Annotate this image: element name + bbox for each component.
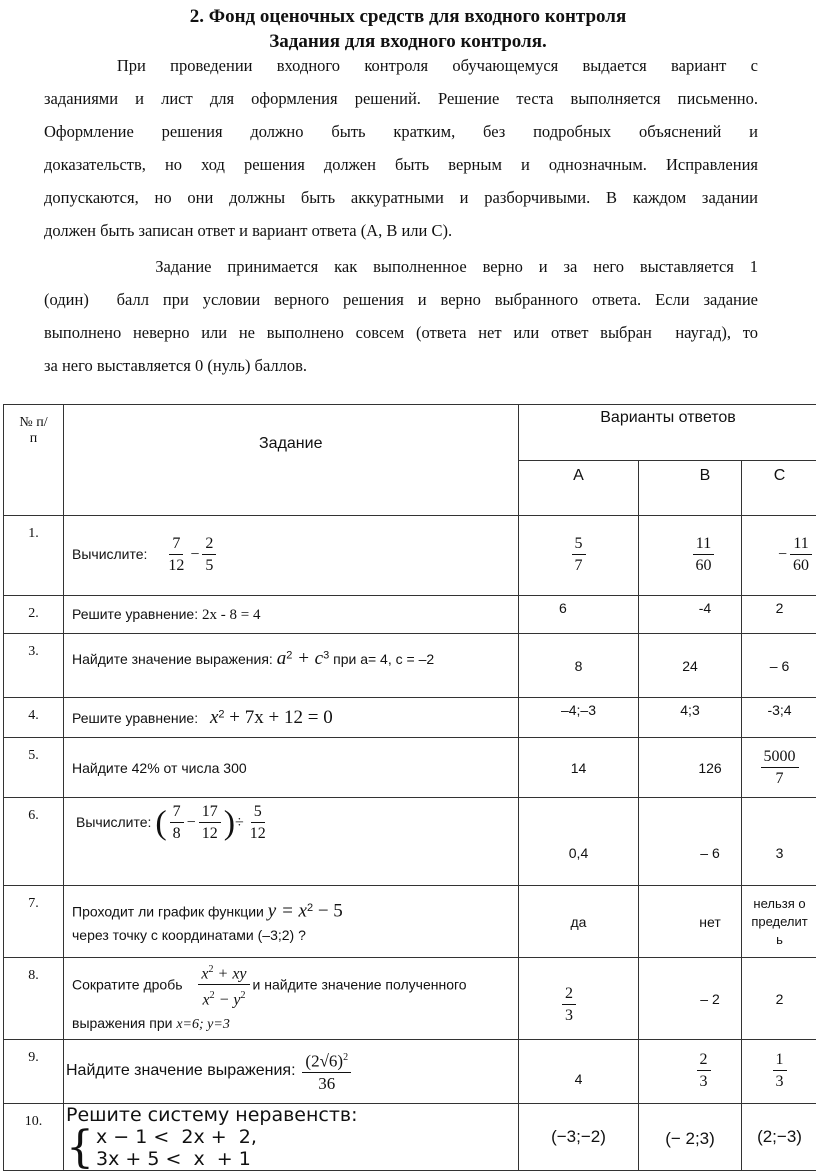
fraction (202, 534, 216, 577)
section-title: 2. Фонд оценочных средств для входного контроля (0, 6, 816, 28)
denominator: 7 (773, 768, 787, 790)
answer-a-value: (−3;−2) (551, 1127, 606, 1146)
tasks-table (3, 404, 816, 1171)
denominator: 8 (170, 823, 184, 845)
numerator: 5000 (761, 747, 799, 768)
denominator: $x^2 - y^2$ (199, 985, 248, 1011)
fraction (697, 1050, 711, 1093)
answer-b (639, 958, 742, 1040)
denominator: 3 (773, 1071, 787, 1093)
table-row (4, 1104, 816, 1171)
answer-b (639, 516, 742, 596)
task-label: Проходит ли график функции (72, 903, 264, 919)
row-num-label: 10. (25, 1114, 43, 1129)
row-num (4, 516, 64, 596)
row-num (4, 698, 64, 738)
operator: − (187, 814, 196, 831)
numerator: 7 (169, 534, 183, 555)
answer-a (519, 958, 639, 1040)
answer-c-value: -3;4 (767, 702, 791, 718)
answer-c (742, 1104, 816, 1171)
task-label-tail: и найдите значение полученного (253, 977, 467, 993)
answer-b-value: (− 2;3) (665, 1129, 715, 1148)
answer-a-value: 0,4 (569, 845, 588, 861)
task-label: Вычислите: (72, 546, 147, 562)
intro-paragraph-1 (44, 49, 758, 247)
denominator: 36 (315, 1073, 338, 1095)
row-num-label: 7. (28, 896, 39, 911)
task-cell (64, 738, 519, 798)
task-cell: Решите уравнение: $x^2 + 7x + 12 = 0$ (64, 698, 519, 738)
radical-expression: (2√6) (305, 1052, 343, 1071)
intro-line: выполнено неверно или не выполнено совсем (ответа нет или ответ выбран наугад), то (44, 316, 758, 349)
var-a: a (277, 648, 287, 669)
answer-a (519, 516, 639, 596)
numerator-tail: + xy (214, 965, 247, 982)
answer-a (519, 798, 639, 886)
answer-b (639, 738, 742, 798)
row-num-label: 9. (28, 1050, 39, 1065)
row-num-label: 6. (28, 808, 39, 823)
denominator: 3 (562, 1005, 576, 1027)
table-row (4, 516, 816, 596)
numerator: 7 (170, 802, 184, 823)
denominator: 3 (697, 1071, 711, 1093)
table-row (4, 958, 816, 1040)
table-row (4, 634, 816, 698)
answer-c (742, 698, 816, 738)
var-x: x (210, 707, 218, 728)
denominator-tail: − y (215, 992, 241, 1009)
inequality-1: x − 1 < 2x + 2, (96, 1126, 257, 1148)
answer-c-value: нельзя определить (751, 895, 809, 949)
row-num (4, 596, 64, 634)
table-row (4, 738, 816, 798)
fraction (572, 534, 586, 577)
answer-c (742, 958, 816, 1040)
answer-b (639, 634, 742, 698)
answer-a-value: 4 (575, 1071, 583, 1087)
row-num-label: 1. (28, 526, 39, 541)
fraction (302, 1048, 351, 1095)
table-row (4, 698, 816, 738)
fraction (773, 1050, 787, 1093)
task-label: Найдите значение выражения: (66, 1062, 296, 1079)
task-label: Сократите дробь (72, 977, 183, 993)
task-cell: Проходит ли график функции $y = x^2 - 5$ через точку с координатами (–3;2) ? (64, 886, 519, 958)
numerator: 2 (562, 984, 576, 1005)
numerator: 1 (773, 1050, 787, 1071)
numerator: 11 (790, 534, 811, 555)
row-num-label: 3. (28, 644, 39, 659)
fraction (790, 534, 812, 577)
row-num (4, 738, 64, 798)
denominator: 5 (202, 555, 216, 577)
answer-b (639, 698, 742, 738)
function-tail: − 5 (313, 900, 343, 921)
answer-c (742, 738, 816, 798)
fraction (170, 802, 184, 845)
task-label: Решите уравнение: (72, 606, 198, 622)
header-b-label: B (700, 467, 711, 484)
denominator: 12 (165, 555, 187, 577)
task-label: Решите систему неравенств: (66, 1104, 358, 1126)
answer-b (639, 798, 742, 886)
word-when: при (333, 651, 356, 667)
answer-a-value: 14 (571, 760, 587, 776)
fraction (199, 802, 221, 845)
task-cell (64, 596, 519, 634)
answer-c-value: – 6 (770, 658, 789, 674)
inequality-lines (96, 1126, 257, 1170)
answer-c-value: 2 (776, 600, 784, 616)
row-num (4, 1040, 64, 1104)
row-num-label: 5. (28, 748, 39, 763)
answer-c-value: 3 (776, 845, 784, 861)
answer-b (639, 886, 742, 958)
intro-line: должен быть записан ответ и вариант ответа (А, В или С). (44, 214, 758, 247)
function: y = x (268, 900, 307, 921)
row-num (4, 1104, 64, 1171)
intro-line: При проведении входного контроля обучающемуся выдается вариант с (44, 49, 758, 82)
task-line-2: выражения при (72, 1015, 172, 1031)
answer-a-value: 6 (559, 600, 567, 616)
minus-sign: − (778, 546, 787, 563)
intro-line: заданиями и лист для оформления решений. Решение теста выполняется письменно. (44, 82, 758, 115)
header-variants (519, 405, 816, 461)
divide-sign: ÷ (235, 814, 244, 831)
header-c-label: C (774, 467, 786, 484)
answer-a (519, 596, 639, 634)
intro-paragraph-2 (44, 250, 758, 382)
answer-c-value: 2 (776, 991, 784, 1007)
operator: − (190, 546, 199, 563)
answer-a (519, 886, 639, 958)
answer-a (519, 634, 639, 698)
task-label: Найдите 42% от числа 300 (72, 760, 247, 776)
answer-b-value: 4;3 (680, 702, 699, 718)
row-num (4, 886, 64, 958)
fraction (247, 802, 269, 845)
denominator: 60 (790, 555, 812, 577)
answer-c-value: (2;−3) (757, 1127, 802, 1146)
header-c (742, 461, 816, 516)
numerator: 5 (572, 534, 586, 555)
table-row (4, 798, 816, 886)
header-a (519, 461, 639, 516)
intro-line: Задание принимается как выполненное верно и за него выставляется 1 (44, 250, 758, 283)
answer-c (742, 886, 816, 958)
answer-b-value: – 2 (700, 991, 719, 1007)
condition: a= 4, c = –2 (360, 651, 434, 667)
numerator: $(2√6)^2$ (302, 1048, 351, 1073)
denominator: 12 (247, 823, 269, 845)
header-variants-label: Варианты ответов (600, 409, 736, 426)
row-num-label: 8. (28, 968, 39, 983)
table-row (4, 886, 816, 958)
task-cell (64, 1040, 519, 1104)
fraction (562, 984, 576, 1027)
close-paren: ) (224, 805, 235, 842)
inequality-system (66, 1126, 257, 1170)
open-paren: ( (155, 805, 166, 842)
table-row (4, 596, 816, 634)
row-num (4, 958, 64, 1040)
var-c: + c (292, 648, 323, 669)
answer-b (639, 1104, 742, 1171)
numerator: 2 (697, 1050, 711, 1071)
intro-line: (один) балл при условии верного решения и верно выбранного ответа. Если задание (44, 283, 758, 316)
row-num-label: 2. (28, 606, 39, 621)
header-a-label: A (573, 467, 584, 484)
task-cell (64, 958, 519, 1040)
answer-a-value: –4;–3 (561, 702, 596, 718)
fraction (165, 534, 187, 577)
answer-b-value: 126 (698, 760, 721, 776)
answer-b-value: – 6 (700, 845, 719, 861)
brace: { (66, 1128, 94, 1168)
numerator: 5 (251, 802, 265, 823)
intro-line: за него выставляется 0 (нуль) баллов. (44, 349, 758, 382)
header-task (64, 405, 519, 516)
fraction (198, 960, 249, 1012)
header-num-label: № п/п (19, 415, 49, 447)
answer-b-value: -4 (699, 600, 711, 616)
answer-a-value: 8 (575, 658, 583, 674)
answer-b-value: 24 (682, 658, 698, 674)
header-task-label: Задание (259, 435, 322, 452)
denominator: 12 (199, 823, 221, 845)
task-label: Решите уравнение: (72, 710, 198, 726)
answer-a (519, 698, 639, 738)
task-cell (64, 516, 519, 596)
answer-b (639, 596, 742, 634)
answer-b-value: нет (699, 914, 720, 930)
condition: x=6; y=3 (176, 1017, 229, 1032)
answer-c (742, 1040, 816, 1104)
answer-a-value: да (571, 914, 587, 930)
intro-line: доказательств, но ход решения должен быть верным и однозначным. Исправления (44, 148, 758, 181)
answer-c (742, 798, 816, 886)
answer-c (742, 634, 816, 698)
intro-line: допускаются, но они должны быть аккуратными и разборчивыми. В каждом задании (44, 181, 758, 214)
task-label: Вычислите: (76, 814, 151, 830)
task-line-2: через точку с координатами (–3;2) ? (72, 927, 306, 943)
fraction (693, 534, 715, 577)
header-b (639, 461, 742, 516)
equation: + 7x + 12 = 0 (225, 707, 333, 728)
section-subtitle: Задания для входного контроля. (0, 31, 816, 53)
answer-a (519, 1040, 639, 1104)
row-num-label: 4. (28, 708, 39, 723)
answer-a (519, 738, 639, 798)
numerator: $x^2$ + xy (198, 960, 249, 985)
table-row (4, 1040, 816, 1104)
numerator: 17 (199, 802, 221, 823)
answer-b (639, 1040, 742, 1104)
answer-c (742, 516, 816, 596)
header-num (4, 405, 64, 516)
row-num (4, 798, 64, 886)
denominator: 60 (693, 555, 715, 577)
fraction (761, 747, 799, 790)
inequality-2: 3x + 5 < x + 1 (96, 1148, 257, 1170)
equation: 2x - 8 = 4 (202, 607, 260, 623)
denominator: 7 (572, 555, 586, 577)
row-num (4, 634, 64, 698)
intro-line: Оформление решения должно быть кратким, без подробных объяснений и (44, 115, 758, 148)
answer-c (742, 596, 816, 634)
task-cell (64, 798, 519, 886)
numerator: 11 (693, 534, 714, 555)
task-cell (64, 1104, 519, 1171)
answer-a (519, 1104, 639, 1171)
task-label: Найдите значение выражения: (72, 651, 273, 667)
numerator: 2 (202, 534, 216, 555)
task-cell: Найдите значение выражения: $a^2 + c^3$ при a= 4, c = –2 (64, 634, 519, 698)
